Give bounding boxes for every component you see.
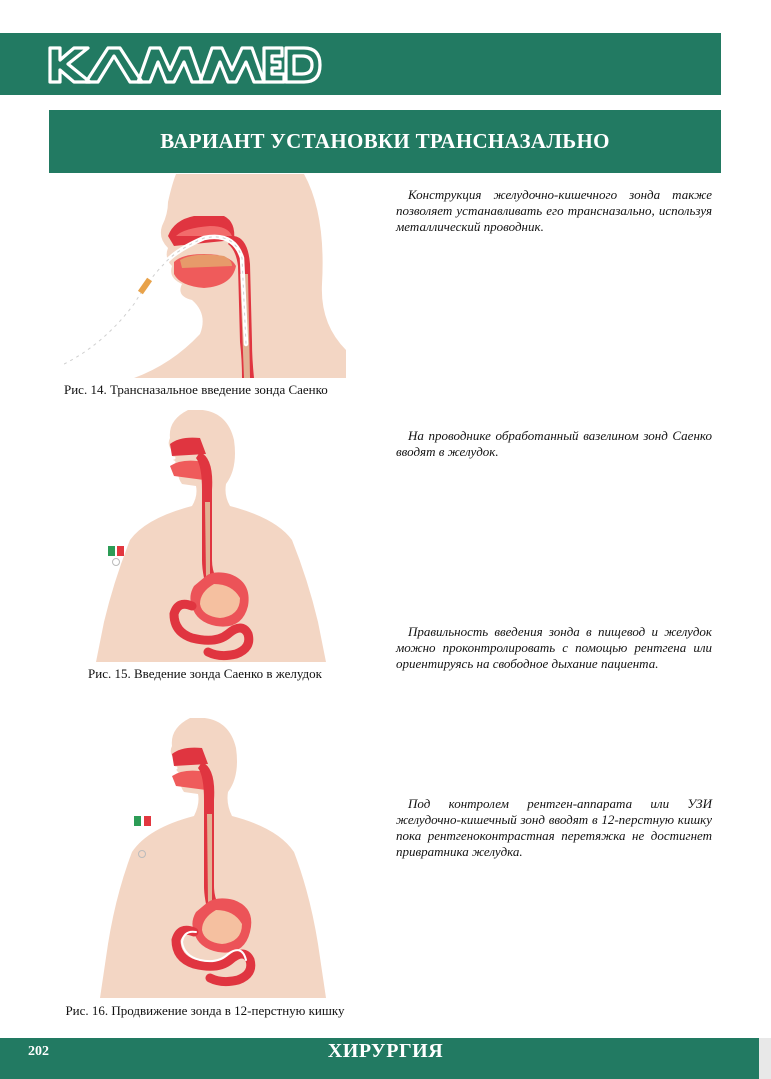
torso-probe-stomach-illustration [96, 410, 326, 662]
paragraph: Правильность введения зонда в пищевод и желудок можно проконтролировать с помощью рентгена или ориентируясь на свободное дыхание пациента. [396, 624, 712, 671]
paragraph: На проводнике обработанный вазелином зонд Саенко вводят в желудок. [396, 428, 712, 459]
section-title: ХИРУРГИЯ [327, 1040, 444, 1062]
figure-caption: Рис. 14. Трансназальное введение зонда Саенко [64, 382, 328, 397]
head-sagittal-probe-illustration [64, 174, 348, 378]
figure-caption: Рис. 16. Продвижение зонда в 12-перстную кишку [65, 1003, 345, 1018]
paragraph: Конструкция желудочно-кишечного зонда также позволяет устанавливать его трансназально, используя металлический проводник. [396, 187, 712, 234]
paragraph: Под контролем рентген-аппарата или УЗИ желудочно-кишечный зонд вводят в 12-перстную кишку пока рентгеноконтрастная перетяжка не достигнет привратника желудка. [396, 796, 712, 859]
page-number: 202 [28, 1044, 49, 1059]
title-bar [49, 110, 721, 173]
page-title: ВАРИАНТ УСТАНОВКИ ТРАНСНАЗАЛЬНО [160, 129, 610, 153]
torso-probe-duodenum-illustration [100, 718, 326, 998]
kammed-logo [46, 40, 326, 90]
figure-caption: Рис. 15. Введение зонда Саенко в желудок [88, 666, 322, 681]
